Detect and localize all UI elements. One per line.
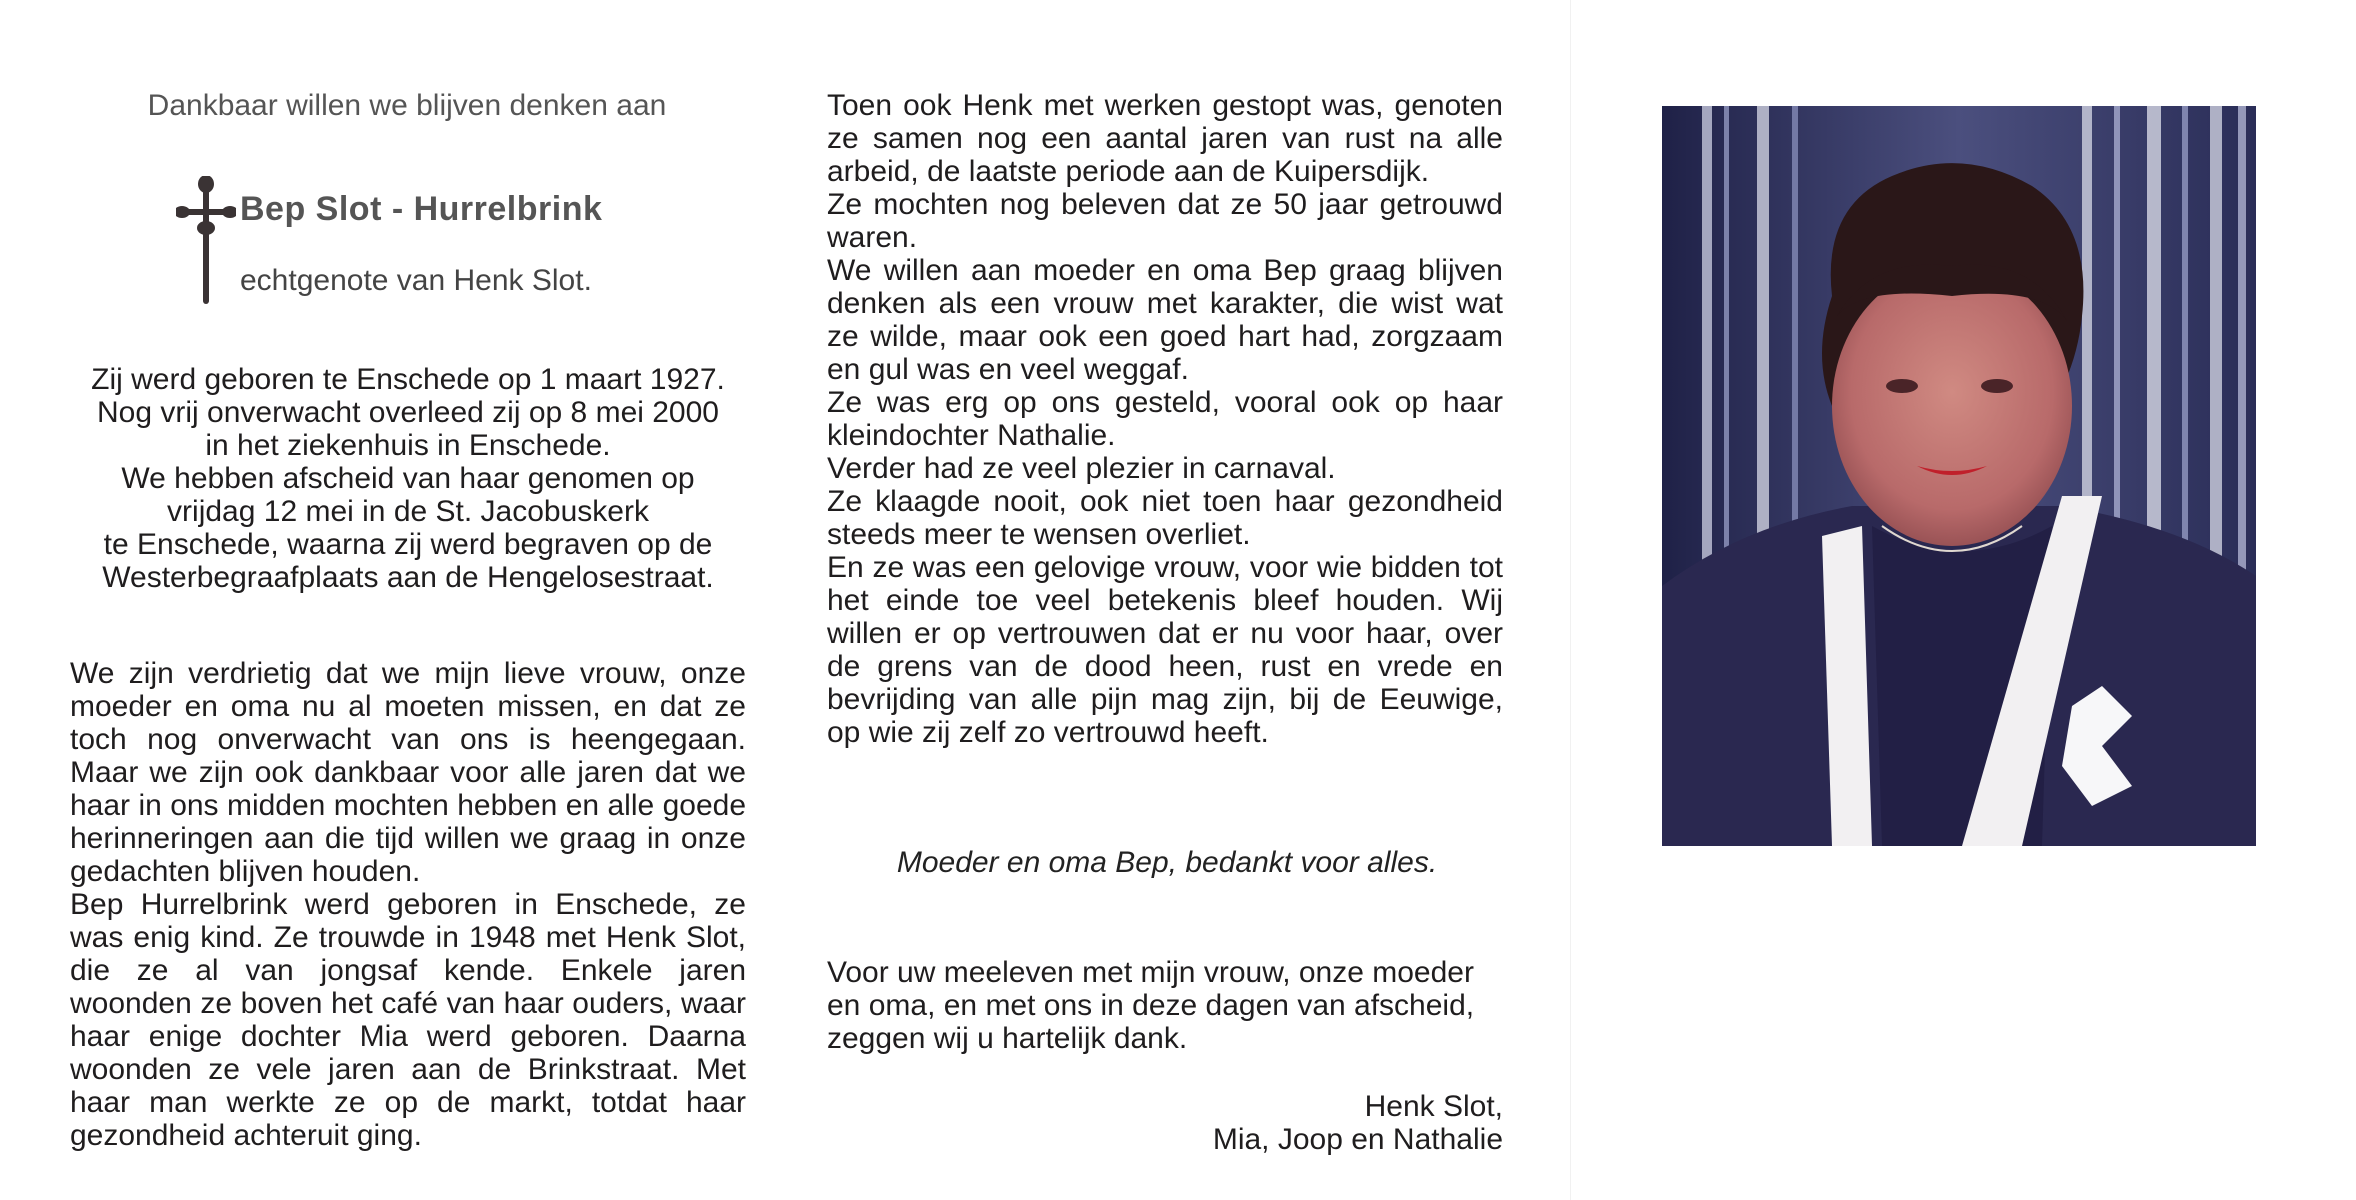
bio-line: Zij werd geboren te Enschede op 1 maart 1927. — [91, 363, 725, 396]
right-eye — [1981, 379, 2013, 393]
bio-line: te Enschede, waarna zij werd begraven op de — [103, 528, 713, 561]
middle-paragraph: Ze was erg op ons gesteld, vooral ook op haar kleindochter Nathalie. — [827, 386, 1503, 452]
fold-line — [1570, 0, 1571, 1200]
middle-paragraph: We willen aan moeder en oma Bep graag blijven denken als een vrouw met karakter, die wist wat ze wilde, maar ook een goed hart had, zorgzaam en gul was en veel weggaf. — [827, 254, 1503, 386]
middle-paragraph: Ze mochten nog beleven dat ze 50 jaar getrouwd waren. — [827, 188, 1503, 254]
intro-line: Dankbaar willen we blijven denken aan — [147, 89, 667, 122]
middle-paragraph: Ze klaagde nooit, ook niet toen haar gezondheid steeds meer te wensen overliet. — [827, 485, 1503, 551]
middle-text-block — [827, 89, 1503, 749]
bio-line: Nog vrij onverwacht overleed zij op 8 mei 2000 — [97, 396, 719, 429]
signature-line: Henk Slot, — [1364, 1090, 1503, 1123]
bio-block — [70, 363, 746, 594]
left-eye — [1886, 379, 1918, 393]
cross-icon — [176, 176, 236, 306]
story-paragraph: We zijn verdrietig dat we mijn lieve vrouw, onze moeder en oma nu al moeten missen, en dat ze toch nog onverwacht van ons is heengegaan. Maar we zijn ook dankbaar voor alle jaren dat we haar in ons midden mochten hebben en alle goede herinneringen aan die tijd willen we graag in onze gedachten blijven houden. — [70, 657, 746, 888]
portrait-photo — [1662, 106, 2256, 846]
signature — [1213, 1090, 1503, 1156]
thanks-text: Voor uw meeleven met mijn vrouw, onze moeder en oma, en met ons in deze dagen van afscheid, zeggen wij u hartelijk dank. — [827, 956, 1475, 1055]
bio-line: We hebben afscheid van haar genomen op — [121, 462, 695, 495]
thanks-motto: Moeder en oma Bep, bedankt voor alles. — [896, 846, 1438, 879]
middle-paragraph: Toen ook Henk met werken gestopt was, genoten ze samen nog een aantal jaren van rust na alle arbeid, de laatste periode aan de Kuipersdijk. — [827, 89, 1503, 188]
face — [1832, 266, 2072, 546]
spouse-subtitle: echtgenote van Henk Slot. — [240, 264, 592, 297]
bio-line: in het ziekenhuis in Enschede. — [205, 429, 611, 462]
portrait-illustration — [1662, 106, 2256, 846]
story-block — [70, 657, 746, 1152]
bio-line: vrijdag 12 mei in de St. Jacobuskerk — [167, 495, 649, 528]
bio-line: Westerbegraafplaats aan de Hengelosestraat. — [102, 561, 714, 594]
middle-paragraph: Verder had ze veel plezier in carnaval. — [827, 452, 1336, 485]
story-paragraph: Bep Hurrelbrink werd geboren in Enschede, ze was enig kind. Ze trouwde in 1948 met Henk Slot, die ze al van jongsaf kende. Enkele jaren woonden ze boven het café van haar ouders, waar haar enige dochter Mia werd geboren. Daarna woonden ze vele jaren aan de Brinkstraat. Met haar man werkte ze op de markt, totdat haar gezondheid achteruit ging. — [70, 888, 746, 1152]
signature-line: Mia, Joop en Nathalie — [1212, 1123, 1503, 1156]
middle-paragraph: En ze was een gelovige vrouw, voor wie bidden tot het einde toe veel betekenis bleef houden. Wij willen er op vertrouwen dat er nu voor haar, over de grens van de dood heen, rust en vrede en bevrijding van alle pijn mag zijn, bij de Eeuwige, op wie zij zelf zo vertrouwd heeft. — [827, 551, 1503, 749]
deceased-name: Bep Slot - Hurrelbrink — [240, 190, 603, 228]
